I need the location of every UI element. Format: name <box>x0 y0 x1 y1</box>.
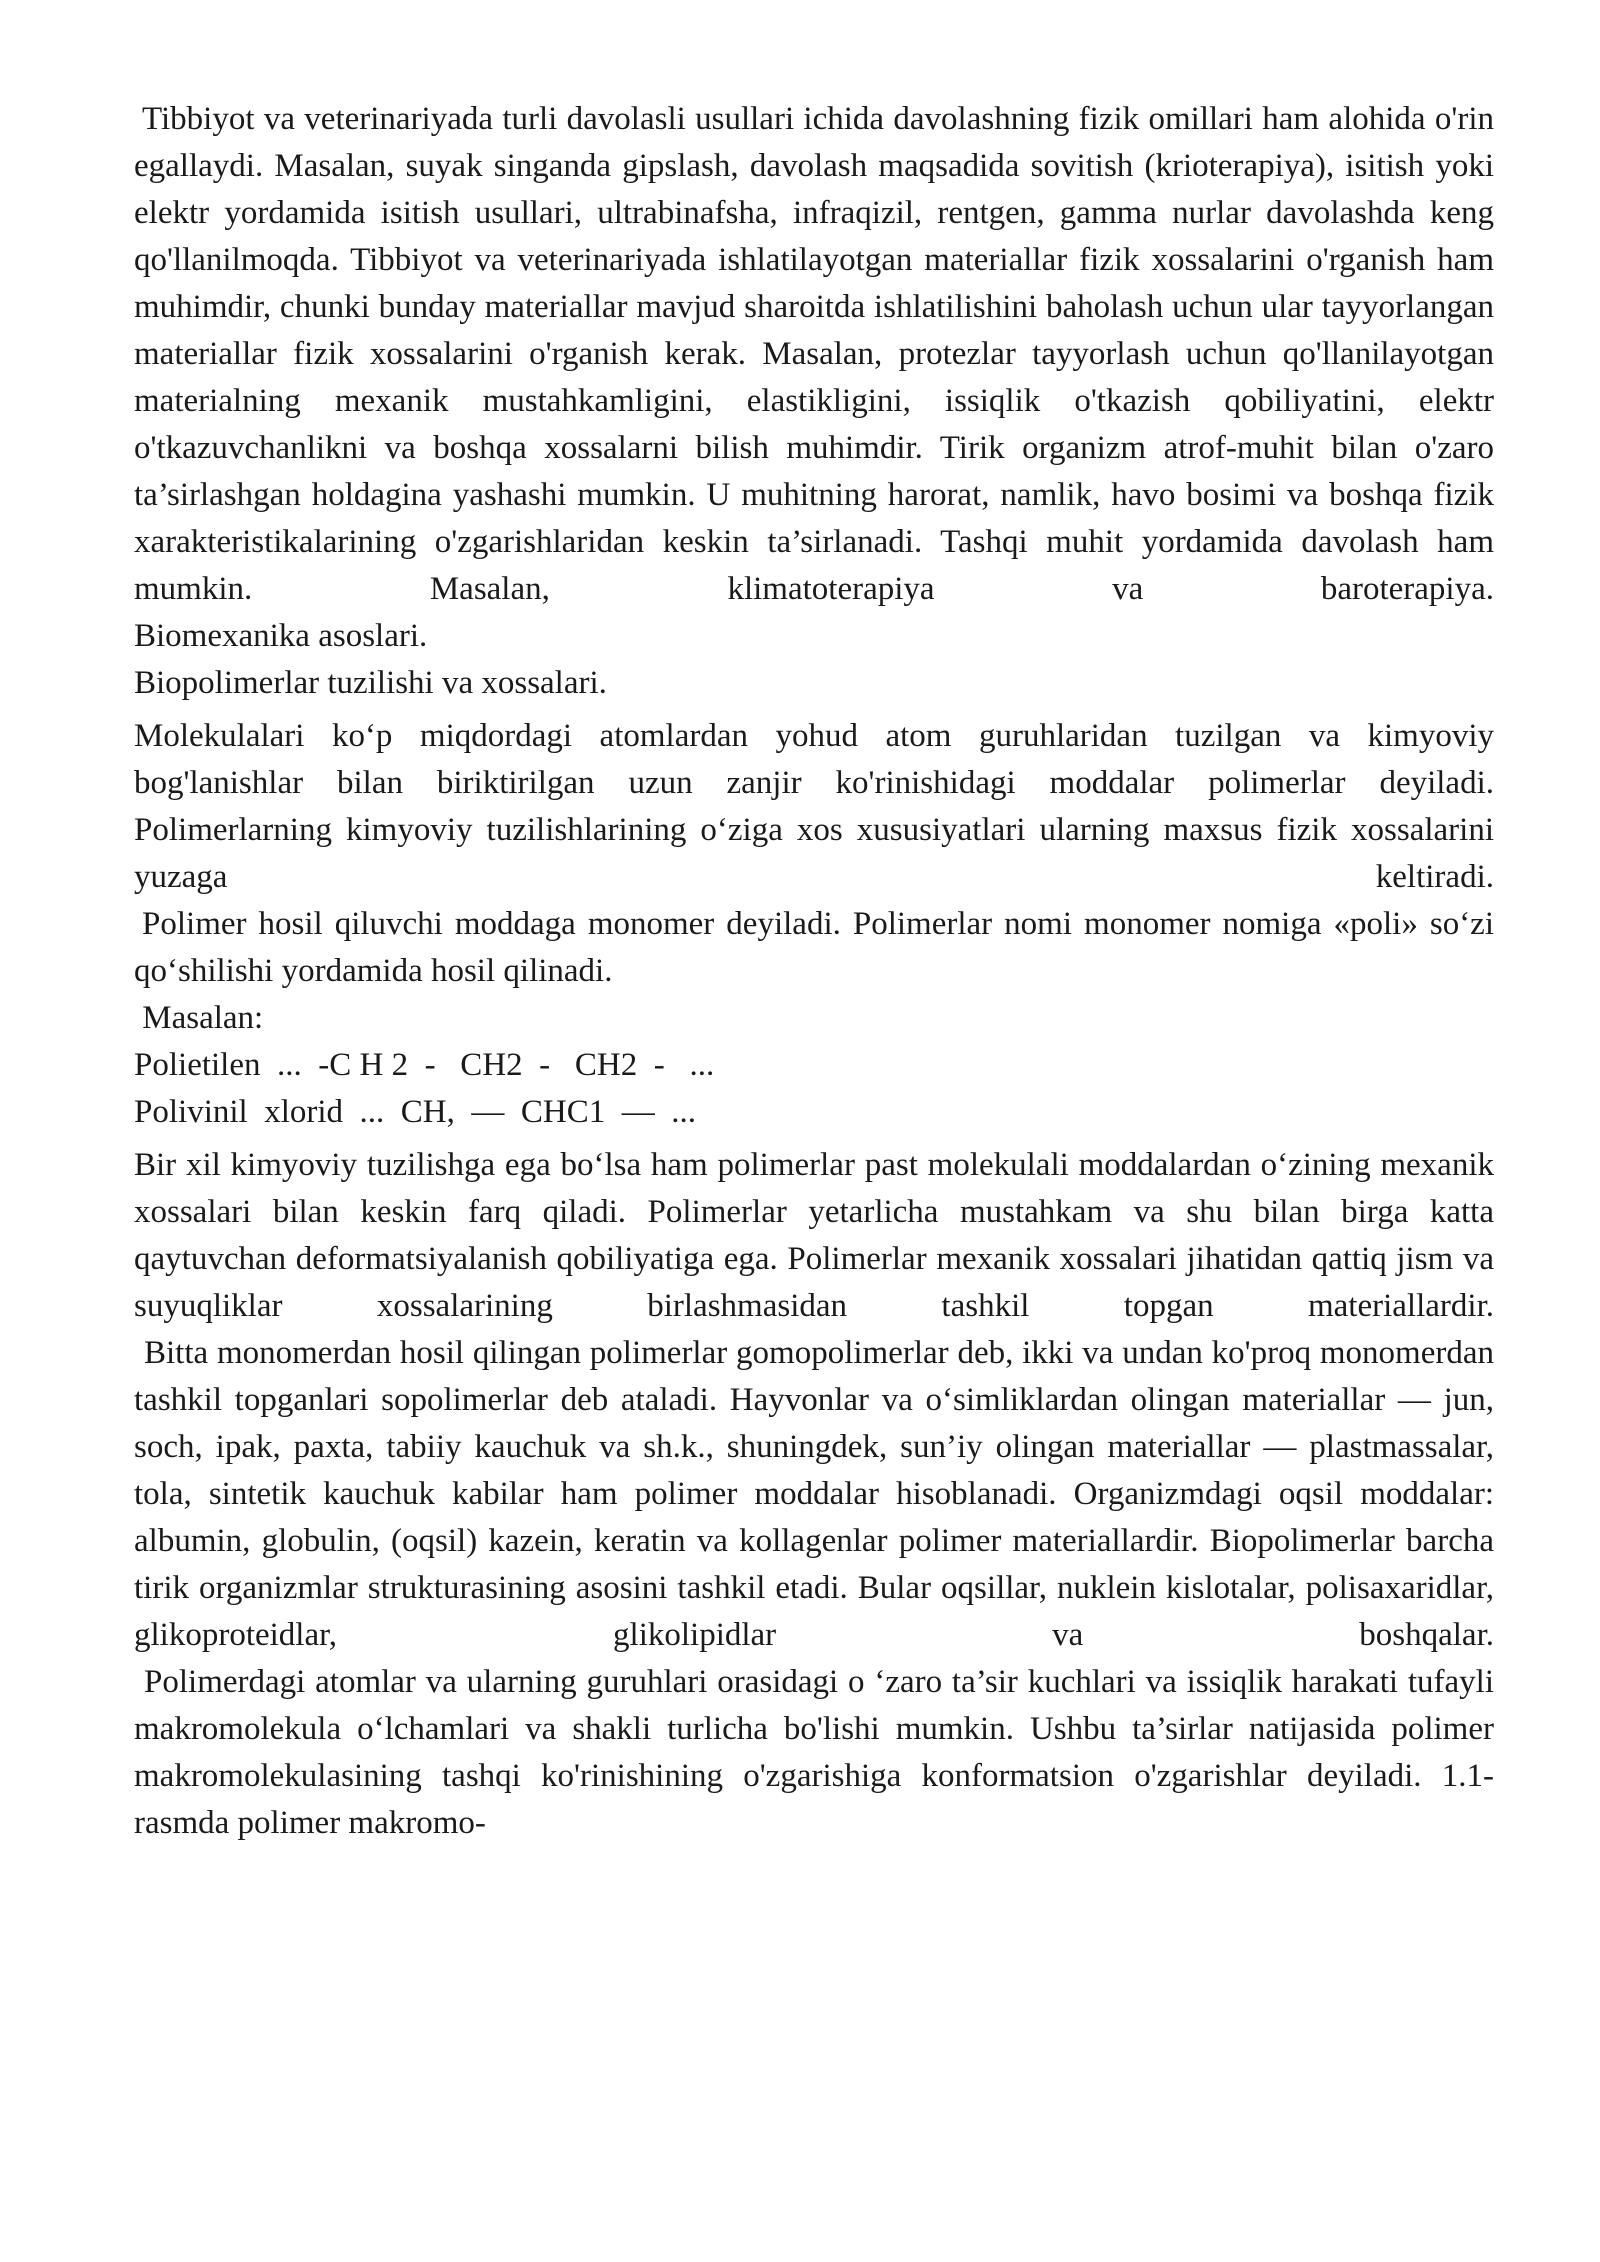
document-page <box>134 96 1494 1847</box>
formula-polyvinyl-chloride: Polivinil xlorid ... CH, — CHC1 — ... <box>134 1094 696 1130</box>
paragraph-physical-factors: Tibbiyot va veterinariyada turli davolasli usullari ichida davolashning fizik omillari ham alohida o'rin egallaydi. Masalan, suyak singanda gipslash, davolash maqsadida sovitish (krioterapiya), isitish yoki elektr yordamida isitish usullari, ultrabinafsha, infraqizil, rentgen, gamma nurlar davolashda keng qo'llanilmoqda. Tibbiyot va veterinariyada ishlatilayotgan materiallar fizik xossalarini o'rganish ham muhimdir, chunki bunday materiallar mavjud sharoitda ishlatilishini baholash uchun ular tayyorlangan materiallar fizik xossalarini o'rganish kerak. Masalan, protezlar tayyorlash uchun qo'llanilayotgan materialning mexanik mustahkamligini, elastikligini, issiqlik o'tkazish qobiliyatini, elektr o'tkazuvchanlikni va boshqa xossalarni bilish muhimdir. Tirik organizm atrof-muhit bilan o'zaro ta’sirlashgan holdagina yashashi mumkin. U muhitning harorat, namlik, havo bosimi va boshqa fizik xarakteristikalarining o'zgarishlaridan keskin ta’sirlanadi. Tashqi muhit yordamida davolash ham mumkin. Masalan, klimatoterapiya va baroterapiya. <box>134 101 1494 607</box>
section-heading-biopolymers: Biopolimerlar tuzilishi va xossalari. <box>134 665 607 701</box>
paragraph-monomer: Polimer hosil qiluvchi moddaga monomer deyiladi. Polimerlar nomi monomer nomiga «poli» so‘zi qo‘shilishi yordamida hosil qilinadi. <box>134 906 1494 989</box>
section-heading-biomechanics: Biomexanika asoslari. <box>134 618 428 654</box>
paragraph-polymer-definition: Molekulalari ko‘p miqdordagi atomlardan yohud atom guruhlaridan tuzilgan va kimyoviy bog'lanishlar bilan biriktirilgan uzun zanjir ko'rinishidagi moddalar polimerlar deyiladi. Polimerlarning kimyoviy tuzilishlarining o‘ziga xos xususiyatlari ularning maxsus fizik xossalarini yuzaga keltiradi. <box>134 718 1494 895</box>
paragraph-homopolymers: Bitta monomerdan hosil qilingan polimerlar gomopolimerlar deb, ikki va undan ko'proq monomerdan tashkil topganlari sopolimerlar deb ataladi. Hayvonlar va o‘simliklardan olingan materiallar — jun, soch, ipak, paxta, tabiiy kauchuk va sh.k., shuningdek, sun’iy olingan materiallar — plastmassalar, tola, sintetik kauchuk kabilar ham polimer moddalar hisoblanadi. Organizmdagi oqsil moddalar: albumin, globulin, (oqsil) kazein, keratin va kollagenlar polimer materiallardir. Biopolimerlar barcha tirik organizmlar strukturasining asosini tashkil etadi. Bular oqsillar, nuklein kislotalar, polisaxaridlar, glikoproteidlar, glikolipidlar va boshqalar. <box>134 1335 1494 1653</box>
paragraph-conformation: Polimerdagi atomlar va ularning guruhlari orasidagi o ‘zaro ta’sir kuchlari va issiqlik harakati tufayli makromolekula o‘lchamlari va shakli turlicha bo'lishi mumkin. Ushbu ta’sirlar natijasida polimer makromolekulasining tashqi ko'rinishining o'zgarishiga konformatsion o'zgarishlar deyiladi. 1.1-rasmda polimer makromo- <box>134 1664 1494 1841</box>
formula-polyethylene: Polietilen ... -C H 2 - CH2 - CH2 - ... <box>134 1047 715 1083</box>
example-label: Masalan: <box>134 1000 264 1036</box>
paragraph-mechanical-properties: Bir xil kimyoviy tuzilishga ega bo‘lsa ham polimerlar past molekulali moddalardan o‘zining mexanik xossalari bilan keskin farq qiladi. Polimerlar yetarlicha mustahkam va shu bilan birga katta qaytuvchan deformatsiyalanish qobiliyatiga ega. Polimerlar mexanik xossalari jihatidan qattiq jism va suyuqliklar xossalarining birlashmasidan tashkil topgan materiallardir. <box>134 1147 1494 1324</box>
